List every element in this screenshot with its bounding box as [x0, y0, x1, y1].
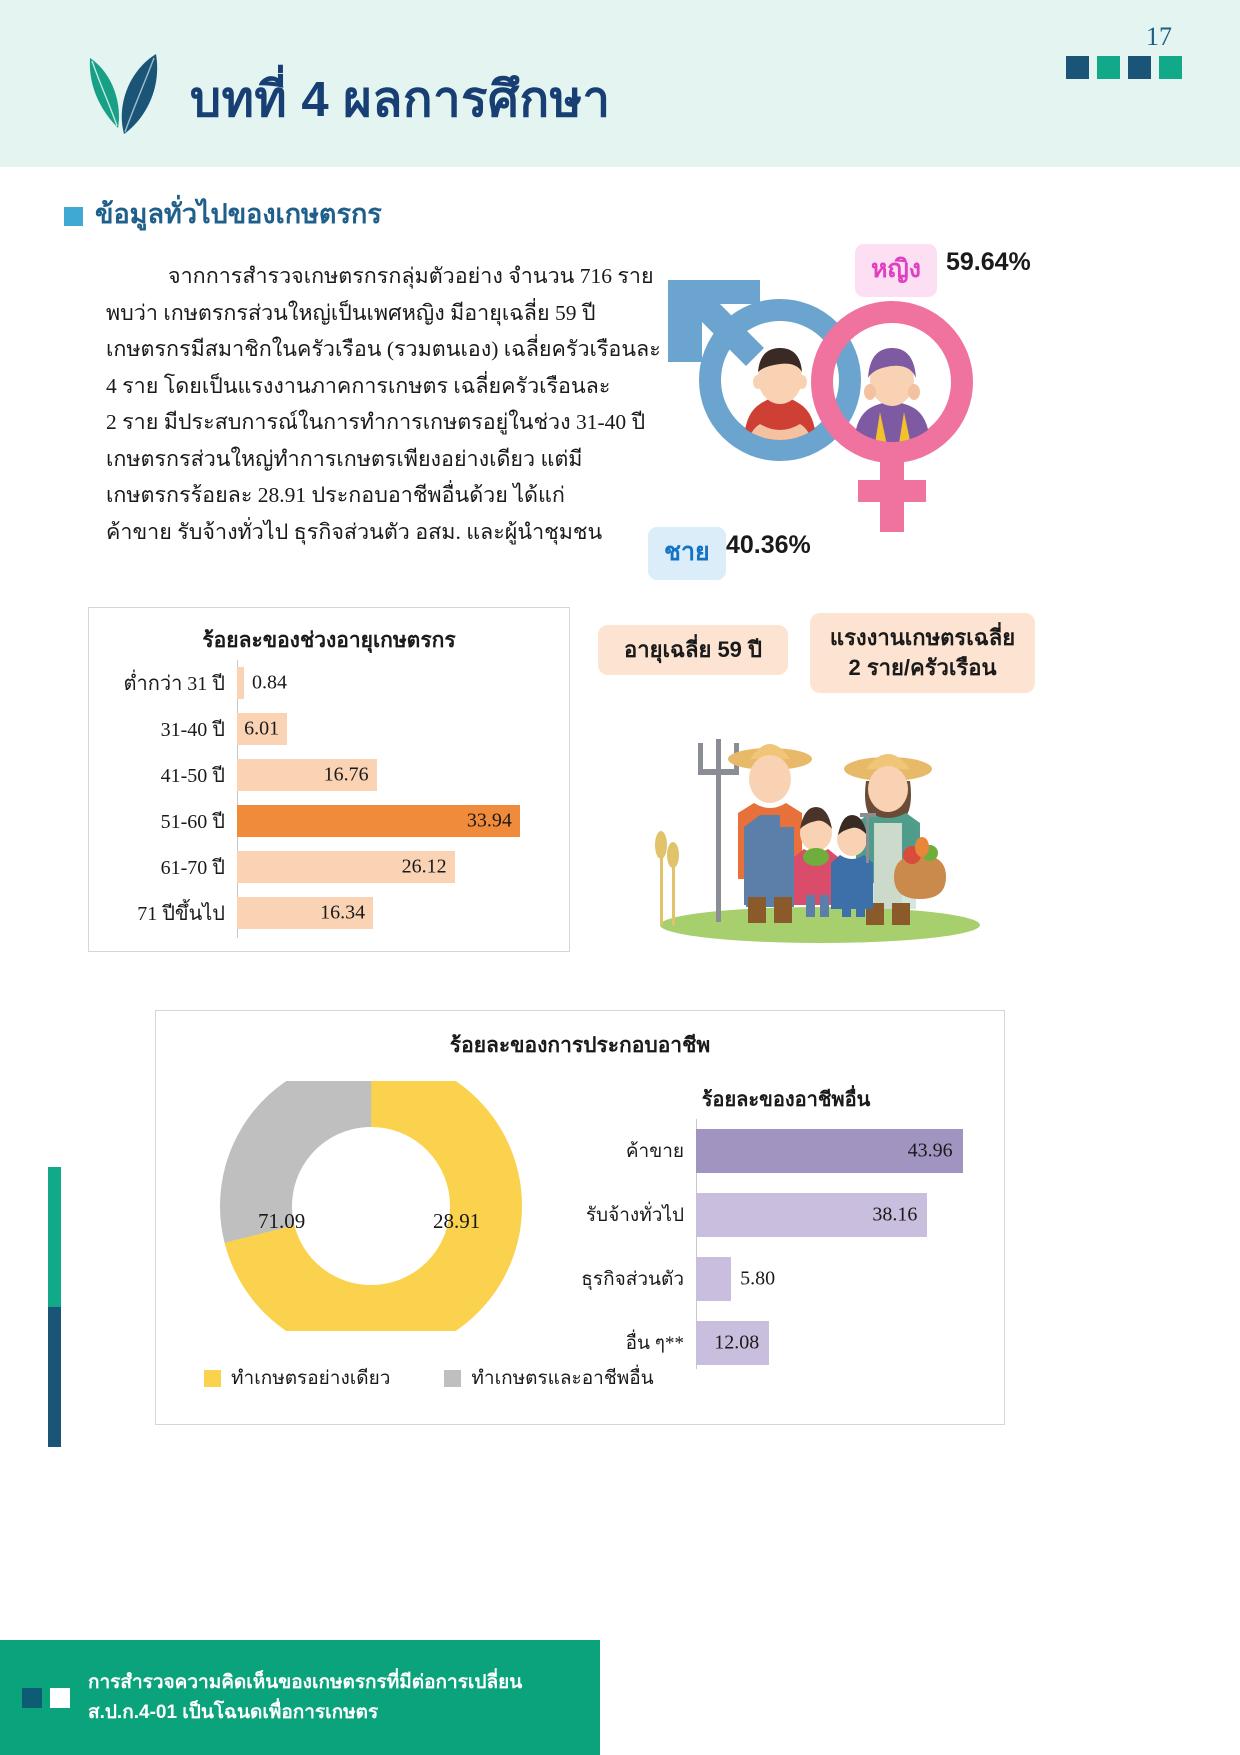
age-bar-row [107, 798, 557, 844]
occupation-category-label: รับจ้างทั่วไป [585, 1205, 684, 1226]
gender-symbols-icon [648, 252, 1028, 552]
farmer-family-panel [590, 605, 1040, 955]
footer-line2: ส.ป.ก.4-01 เป็นโฉนดเพื่อการเกษตร [88, 1702, 379, 1723]
farmer-family-icon [620, 697, 1020, 947]
donut-value-agriculture-and-other: 28.91 [433, 1209, 481, 1233]
occupation-category-label: อื่น ๆ** [625, 1333, 684, 1354]
age-category-label: 51-60 ปี [160, 811, 225, 833]
legend-item-agriculture-only [204, 1363, 390, 1393]
legend-label: ทำเกษตรอย่างเดียว [231, 1368, 391, 1389]
occupation-category-label: ธุรกิจส่วนตัว [581, 1269, 684, 1290]
male-percent: 40.36% [726, 531, 811, 559]
occupation-bar [696, 1257, 776, 1301]
gender-infographic [630, 232, 1060, 582]
age-bar [237, 805, 520, 837]
occupation-chart-card [155, 1010, 1005, 1425]
decor-square-1 [1066, 56, 1089, 79]
decor-square-3 [1128, 56, 1151, 79]
body-line: 4 ราย โดยเป็นแรงงานภาคการเกษตร เฉลี่ยครัวเรือนละ [106, 373, 611, 398]
occupation-bar-value: 38.16 [872, 1203, 918, 1226]
age-bar-value: 16.34 [320, 901, 366, 924]
age-bar-row [107, 890, 557, 936]
age-category-label: 31-40 ปี [160, 719, 225, 741]
male-label-badge: ชาย [648, 527, 726, 580]
decor-square-4 [1159, 56, 1182, 79]
body-line: 2 ราย มีประสบการณ์ในการทำการเกษตรอยู่ในช่วง 31-40 ปี [106, 410, 646, 434]
decor-square-2 [1097, 56, 1120, 79]
footer-line1: การสำรวจความคิดเห็นของเกษตรกรที่มีต่อการเปลี่ยน [88, 1672, 523, 1693]
occupation-chart-title: ร้อยละของการประกอบอาชีพ [449, 1033, 711, 1057]
page-title: บทที่ 4 ผลการศึกษา [190, 73, 611, 127]
age-category-label: 71 ปีขึ้นไป [137, 903, 225, 925]
occupation-bar-value: 12.08 [714, 1331, 760, 1354]
legend-swatch-gray [444, 1370, 461, 1387]
labor-badge-line1: แรงงานเกษตรเฉลี่ย [829, 625, 1016, 650]
age-bar-row [107, 844, 557, 890]
age-bar [237, 851, 455, 883]
age-distribution-chart [88, 607, 570, 952]
occupation-category-label: ค้าขาย [625, 1141, 684, 1162]
body-paragraph [106, 258, 661, 550]
other-occupation-chart-title: ร้อยละของอาชีพอื่น [701, 1089, 871, 1111]
average-age-badge: อายุเฉลี่ย 59 ปี [598, 625, 788, 675]
age-category-label: 41-50 ปี [160, 765, 225, 787]
occupation-donut-chart [216, 1081, 526, 1331]
body-line: เกษตรกรร้อยละ 28.91 ประกอบอาชีพอื่นด้วย ได้แก่ [106, 483, 565, 507]
body-line: ค้าขาย รับจ้างทั่วไป ธุรกิจส่วนตัว อสม. และผู้นำชุมชน [106, 519, 603, 544]
occupation-bar-row [556, 1311, 986, 1375]
page-number: 17 [1146, 22, 1172, 51]
legend-swatch-yellow [204, 1370, 221, 1387]
age-chart-title: ร้อยละของช่วงอายุเกษตรกร [202, 628, 456, 652]
occupation-bar-value: 5.80 [740, 1267, 776, 1290]
age-bar-row [107, 706, 557, 752]
body-line: เกษตรกรมีสมาชิกในครัวเรือน (รวมตนเอง) เฉลี่ยครัวเรือนละ [106, 337, 661, 361]
age-bar [237, 713, 287, 745]
occupation-bar-row [556, 1183, 986, 1247]
occupation-bar [696, 1129, 963, 1173]
occupation-bar [696, 1321, 769, 1365]
other-occupation-plot [556, 1119, 986, 1379]
age-bar [237, 759, 377, 791]
page-header [0, 0, 1240, 167]
body-line: จากการสำรวจเกษตรกรกลุ่มตัวอย่าง จำนวน 716 ราย [168, 264, 654, 288]
page-footer [0, 1640, 600, 1755]
labor-badge-line2: 2 ราย/ครัวเรือน [848, 655, 997, 680]
age-bar-value: 26.12 [401, 855, 447, 878]
section-bullet-icon [64, 207, 83, 226]
age-bar [237, 897, 373, 929]
age-bar [237, 667, 287, 699]
age-bar-row [107, 752, 557, 798]
leaf-icon [78, 48, 176, 138]
female-percent: 59.64% [946, 248, 1031, 276]
age-bar-value: 6.01 [244, 717, 280, 740]
section-heading: ข้อมูลทั่วไปของเกษตรกร [95, 199, 382, 229]
occupation-bar-row [556, 1247, 986, 1311]
footer-square-1 [22, 1688, 42, 1708]
age-category-label: ต่ำกว่า 31 ปี [123, 673, 225, 695]
donut-svg [216, 1081, 526, 1331]
average-labor-badge [810, 613, 1035, 693]
legend-label: ทำเกษตรและอาชีพอื่น [471, 1368, 654, 1389]
header-square-decor [1066, 56, 1182, 79]
donut-value-agriculture-only: 71.09 [258, 1209, 306, 1233]
age-bar-value: 16.76 [323, 763, 369, 786]
age-bar-row [107, 660, 557, 706]
occupation-bar-value: 43.96 [907, 1139, 953, 1162]
left-edge-blue-bar [48, 1307, 61, 1447]
occupation-bar [696, 1193, 927, 1237]
footer-square-2 [50, 1688, 70, 1708]
body-line: เกษตรกรส่วนใหญ่ทำการเกษตรเพียงอย่างเดียว แต่มี [106, 446, 583, 471]
age-bar-value: 0.84 [252, 671, 287, 694]
female-label-badge: หญิง [855, 244, 937, 297]
occupation-bar-row [556, 1119, 986, 1183]
age-chart-plot [107, 660, 557, 938]
left-edge-teal-bar [48, 1167, 61, 1307]
age-bar-value: 33.94 [466, 809, 512, 832]
footer-text [88, 1668, 588, 1728]
body-line: พบว่า เกษตรกรส่วนใหญ่เป็นเพศหญิง มีอายุเฉลี่ย 59 ปี [106, 300, 596, 325]
age-category-label: 61-70 ปี [160, 857, 225, 879]
